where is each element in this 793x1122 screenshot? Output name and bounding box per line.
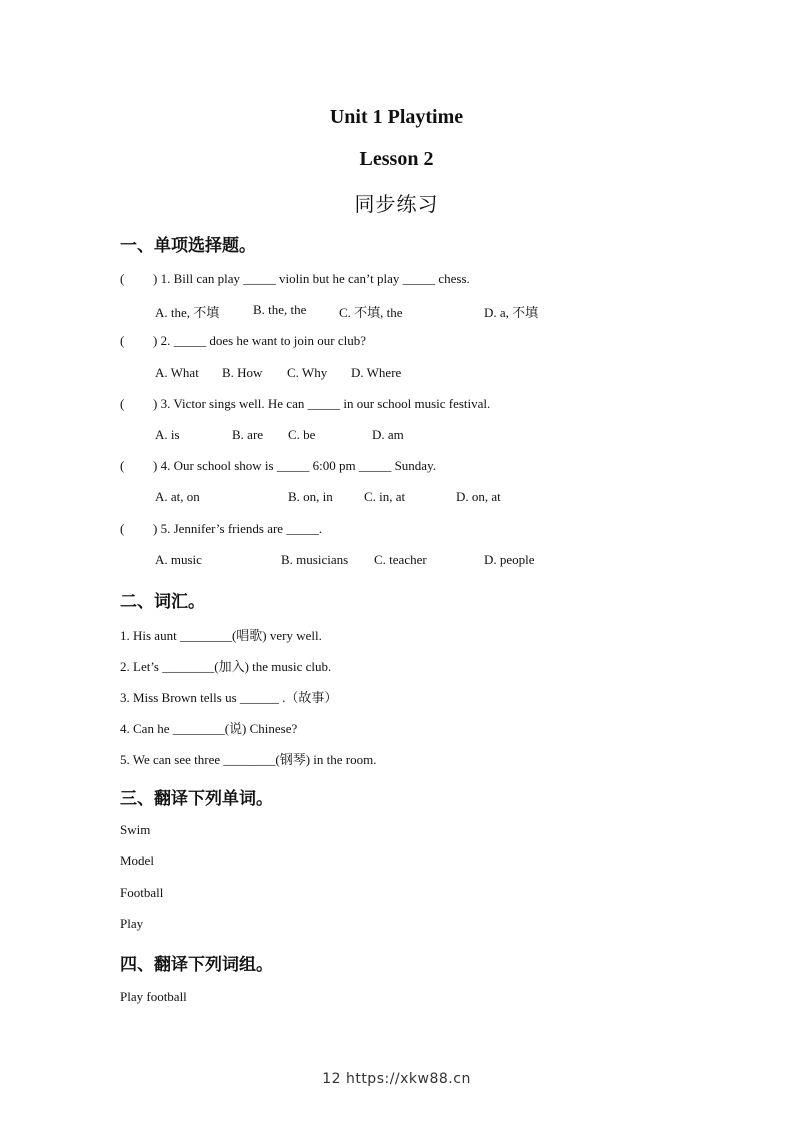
option-c: C. teacher	[374, 552, 427, 567]
option-b: B. musicians	[281, 552, 349, 567]
phrase-item: Play football	[120, 989, 187, 1004]
vocab-item-5: 5. We can see three ________(钢琴) in the room.	[120, 752, 377, 767]
option-a: A. music	[155, 552, 202, 567]
option-c: C. Why	[287, 365, 328, 380]
vocab-item-3: 3. Miss Brown tells us ______ .（故事）	[120, 690, 338, 705]
option-b: B. are	[232, 427, 264, 442]
page-subtitle: 同步练习	[354, 192, 439, 216]
answer-blank-paren: (	[120, 458, 125, 473]
option-c: C. 不填, the	[339, 305, 403, 320]
section-heading-phrases: 四、翻译下列词组。	[120, 955, 273, 975]
page-footer: 12 https://xkw88.cn	[322, 1071, 471, 1087]
section-heading-words: 三、翻译下列单词。	[120, 789, 273, 809]
vocab-item-1: 1. His aunt ________(唱歌) very well.	[120, 628, 322, 643]
question-text: ) 5. Jennifer’s friends are _____.	[153, 521, 323, 536]
question-text: ) 1. Bill can play _____ violin but he can’t play _____ chess.	[153, 271, 470, 286]
option-b: B. the, the	[253, 302, 307, 317]
vocab-item-4: 4. Can he ________(说) Chinese?	[120, 721, 298, 736]
question-text: ) 2. _____ does he want to join our club?	[153, 333, 367, 348]
option-d: D. on, at	[456, 489, 501, 504]
option-d: D. Where	[351, 365, 402, 380]
answer-blank-paren: (	[120, 333, 125, 348]
question-text: ) 3. Victor sings well. He can _____ in our school music festival.	[153, 396, 491, 411]
vocab-item-2: 2. Let’s ________(加入) the music club.	[120, 659, 332, 674]
option-d: D. am	[372, 427, 404, 442]
lesson-title: Lesson 2	[359, 148, 434, 170]
section-heading-vocab: 二、词汇。	[120, 592, 205, 612]
option-d: D. people	[484, 552, 535, 567]
option-a: A. is	[155, 427, 180, 442]
option-a: A. What	[155, 365, 199, 380]
answer-blank-paren: (	[120, 521, 125, 536]
option-b: B. How	[222, 365, 263, 380]
word-item: Swim	[120, 822, 151, 837]
unit-title: Unit 1 Playtime	[329, 106, 464, 128]
section-heading-mcq: 一、单项选择题。	[120, 236, 256, 256]
word-item: Football	[120, 885, 164, 900]
answer-blank-paren: (	[120, 271, 125, 286]
option-a: A. the, 不填	[155, 305, 220, 320]
word-item: Model	[120, 853, 154, 868]
answer-blank-paren: (	[120, 396, 125, 411]
option-c: C. be	[288, 427, 316, 442]
option-a: A. at, on	[155, 489, 200, 504]
option-c: C. in, at	[364, 489, 406, 504]
option-b: B. on, in	[288, 489, 333, 504]
option-d: D. a, 不填	[484, 305, 539, 320]
question-text: ) 4. Our school show is _____ 6:00 pm _____ Sunday.	[153, 458, 436, 473]
word-item: Play	[120, 916, 144, 931]
